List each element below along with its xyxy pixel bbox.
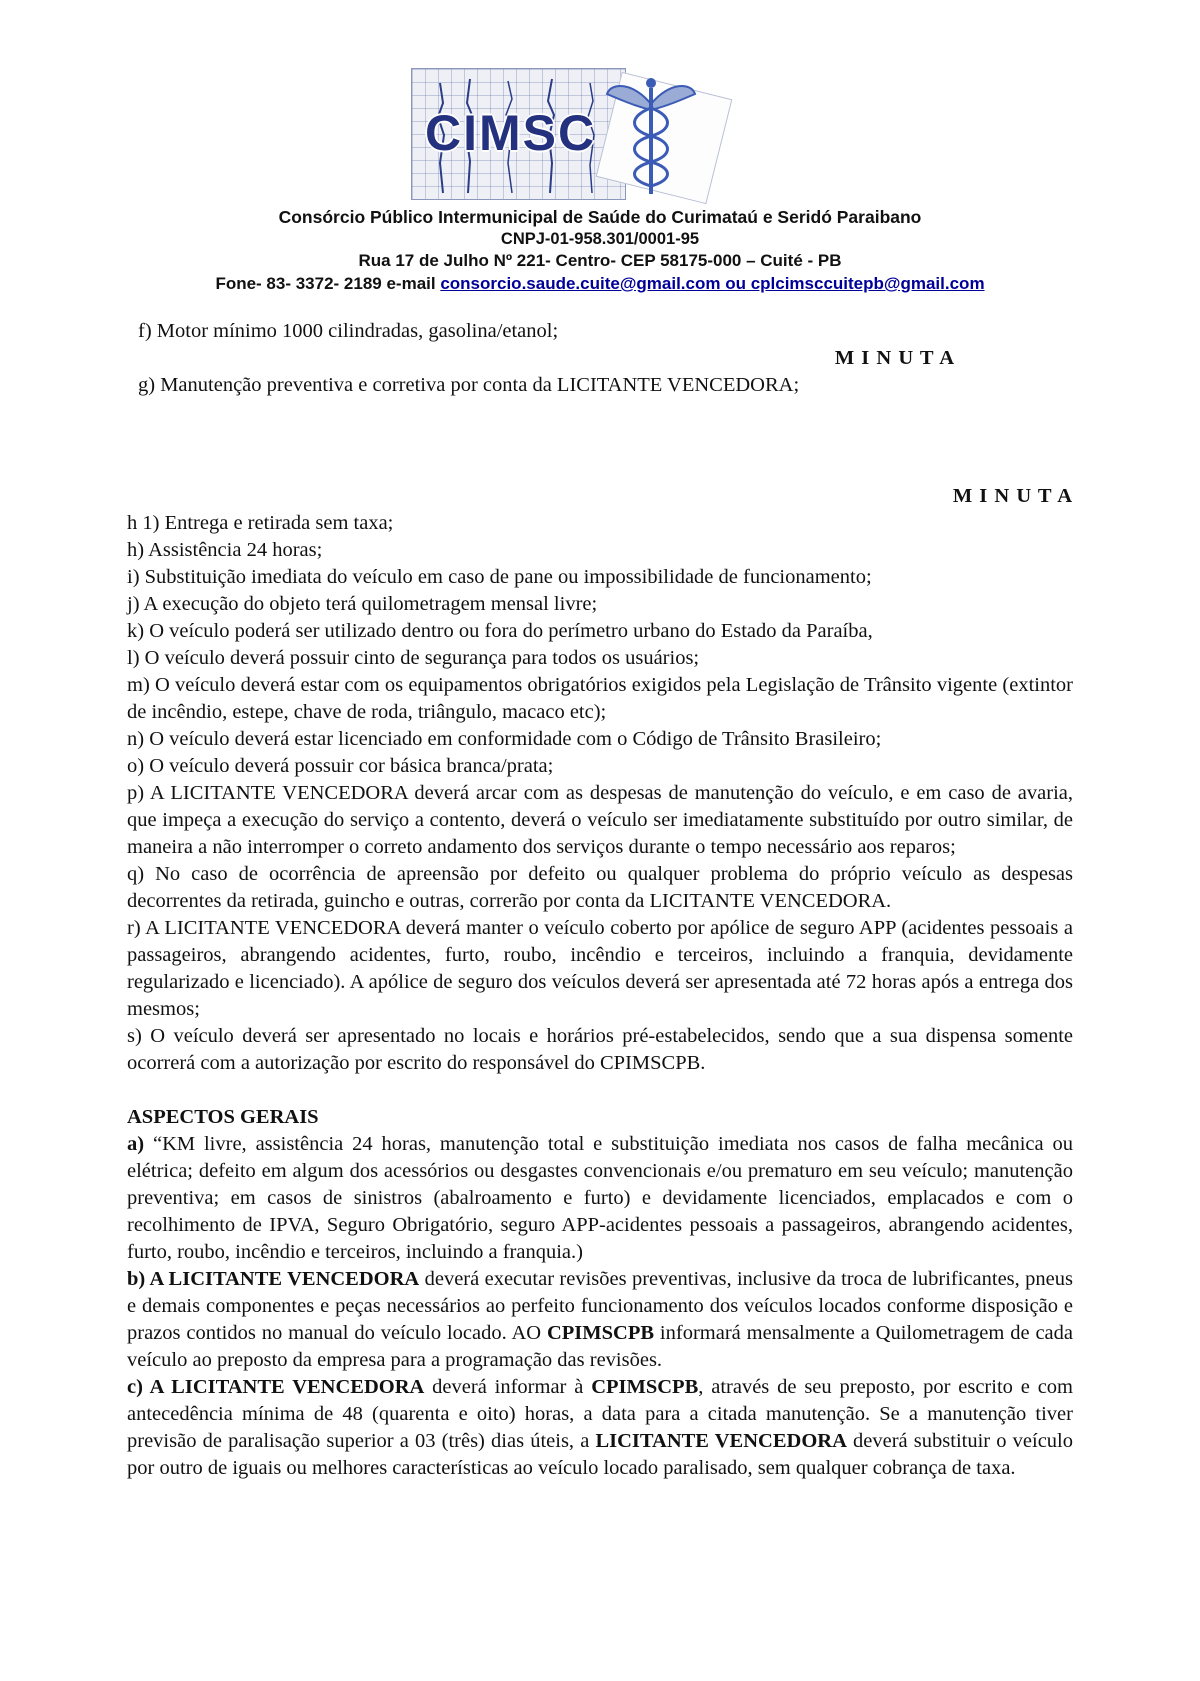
clause-h: h) Assistência 24 horas; (127, 539, 323, 561)
minuta-label-2: M I N U T A (952, 485, 1073, 507)
clause-b-text-1: deverá executar revisões preventivas, inclusive da troca de lubrificantes, pneus e demais componentes e peças necessários ao perfeito funcionamento dos veículos locados conforme disposição e prazos contidos no manual do veículo locado. AO (127, 1268, 1073, 1344)
clause-a (127, 1131, 1073, 1266)
clause-n: n) O veículo deverá estar licenciado em conformidade com o Código de Trânsito Brasileiro; (127, 728, 882, 750)
caduceus-icon (599, 74, 703, 198)
clause-c-text-3: deverá substituir o veículo por outro de iguais ou melhores características ao veículo locado paralisado, sem qualquer cobrança de taxa. (127, 1430, 1073, 1479)
clause-s: s) O veículo deverá ser apresentado no locais e horários pré-estabelecidos, sendo que a sua dispensa somente ocorrerá com a autorização por escrito do responsável do CPIMSCPB. (127, 1025, 1073, 1074)
clause-q: q) No caso de ocorrência de apreensão por defeito ou qualquer problema do próprio veículo as despesas decorrentes da retirada, guincho e outras, correrão por conta da LICITANTE VENCEDORA. (127, 863, 1073, 912)
clause-r: r) A LICITANTE VENCEDORA deverá manter o veículo coberto por apólice de seguro APP (acidentes pessoais a passageiros, abrangendo acidentes, furto, roubo, incêndio e terceiros, incluindo a franquia, devidamente regularizado e licenciado). A apólice de seguro dos veículos deverá ser apresentada até 72 horas após a entrega dos mesmos; (127, 917, 1073, 1020)
clause-o: o) O veículo deverá possuir cor básica branca/prata; (127, 755, 554, 777)
clause-b-label: b) A LICITANTE VENCEDORA (127, 1268, 420, 1290)
aspectos-gerais-heading: ASPECTOS GERAIS (127, 1106, 319, 1128)
clause-c-licitante: LICITANTE VENCEDORA (595, 1430, 847, 1452)
clause-a-text: “KM livre, assistência 24 horas, manutenção total e substituição imediata nos casos de falha mecânica ou elétrica; defeito em algum dos acessórios ou desgastes convencionais e/ou prematuro em seu veículo; manutenção preventiva; em casos de sinistros (abalroamento e furto) e devidamente licenciados, emplacados e com o recolhimento de IPVA, Seguro Obrigatório, seguro APP-acidentes pessoais a passageiros, abrangendo acidentes, furto, roubo, incêndio e terceiros, incluindo a franquia.) (127, 1133, 1073, 1263)
minuta-label-1: M I N U T A (834, 347, 955, 369)
email-link[interactable]: consorcio.saude.cuite@gmail.com ou cplcimsccuitepb@gmail.com (440, 274, 985, 293)
clause-p: p) A LICITANTE VENCEDORA deverá arcar com as despesas de manutenção do veículo, e em caso de avaria, que impeça a execução do serviço a contento, deverá o veículo ser imediatamente substituído por outro similar, de maneira a não interromper o correto andamento dos serviços durante o tempo necessário aos reparos; (127, 782, 1073, 858)
cimsc-logo (411, 68, 745, 200)
clause-b-text-2: informará mensalmente a Quilometragem de cada veículo ao preposto da empresa para a programação das revisões. (127, 1322, 1073, 1371)
clause-c-text-2: , através de seu preposto, por escrito e com antecedência mínima de 48 (quarenta e oito) horas, a data para a citada manutenção. Se a manutenção tiver previsão de paralisação superior a 03 (três) dias úteis, a (127, 1376, 1074, 1452)
clause-a-label: a) (127, 1133, 145, 1155)
clause-c-text-1: deverá informar à (424, 1376, 592, 1398)
clause-b (127, 1266, 1073, 1374)
clause-m: m) O veículo deverá estar com os equipamentos obrigatórios exigidos pela Legislação de Trânsito vigente (extintor de incêndio, estepe, chave de roda, triângulo, macaco etc); (127, 674, 1073, 723)
org-contact-line (0, 272, 1200, 296)
org-name: Consórcio Público Intermunicipal de Saúde do Curimataú e Seridó Paraibano (278, 207, 922, 227)
clause-c (127, 1374, 1073, 1482)
clause-f: f) Motor mínimo 1000 cilindradas, gasolina/etanol; (138, 320, 559, 342)
document-header (0, 0, 1200, 296)
clause-i: i) Substituição imediata do veículo em caso de pane ou impossibilidade de funcionamento; (127, 566, 872, 588)
clause-j: j) A execução do objeto terá quilometragem mensal livre; (127, 593, 598, 615)
clause-c-cpimscpb: CPIMSCPB (591, 1376, 699, 1398)
clause-h1: h 1) Entrega e retirada sem taxa; (127, 512, 394, 534)
clause-c-label: c) A LICITANTE VENCEDORA (127, 1376, 425, 1398)
clause-b-cpimscpb: CPIMSCPB (546, 1322, 655, 1344)
phone-email-prefix: Fone- 83- 3372- 2189 e-mail (215, 274, 441, 293)
org-cnpj: CNPJ-01-958.301/0001-95 (500, 230, 700, 248)
clause-g: g) Manutenção preventiva e corretiva por conta da LICITANTE VENCEDORA; (138, 374, 800, 396)
document-body (127, 318, 1073, 1482)
logo-wordmark: CIMSC (425, 105, 597, 161)
org-address: Rua 17 de Julho Nº 221- Centro- CEP 58175-000 – Cuité - PB (358, 251, 842, 270)
clause-k: k) O veículo poderá ser utilizado dentro ou fora do perímetro urbano do Estado da Paraíba, (127, 620, 873, 642)
clause-l: l) O veículo deverá possuir cinto de segurança para todos os usuários; (127, 647, 700, 669)
